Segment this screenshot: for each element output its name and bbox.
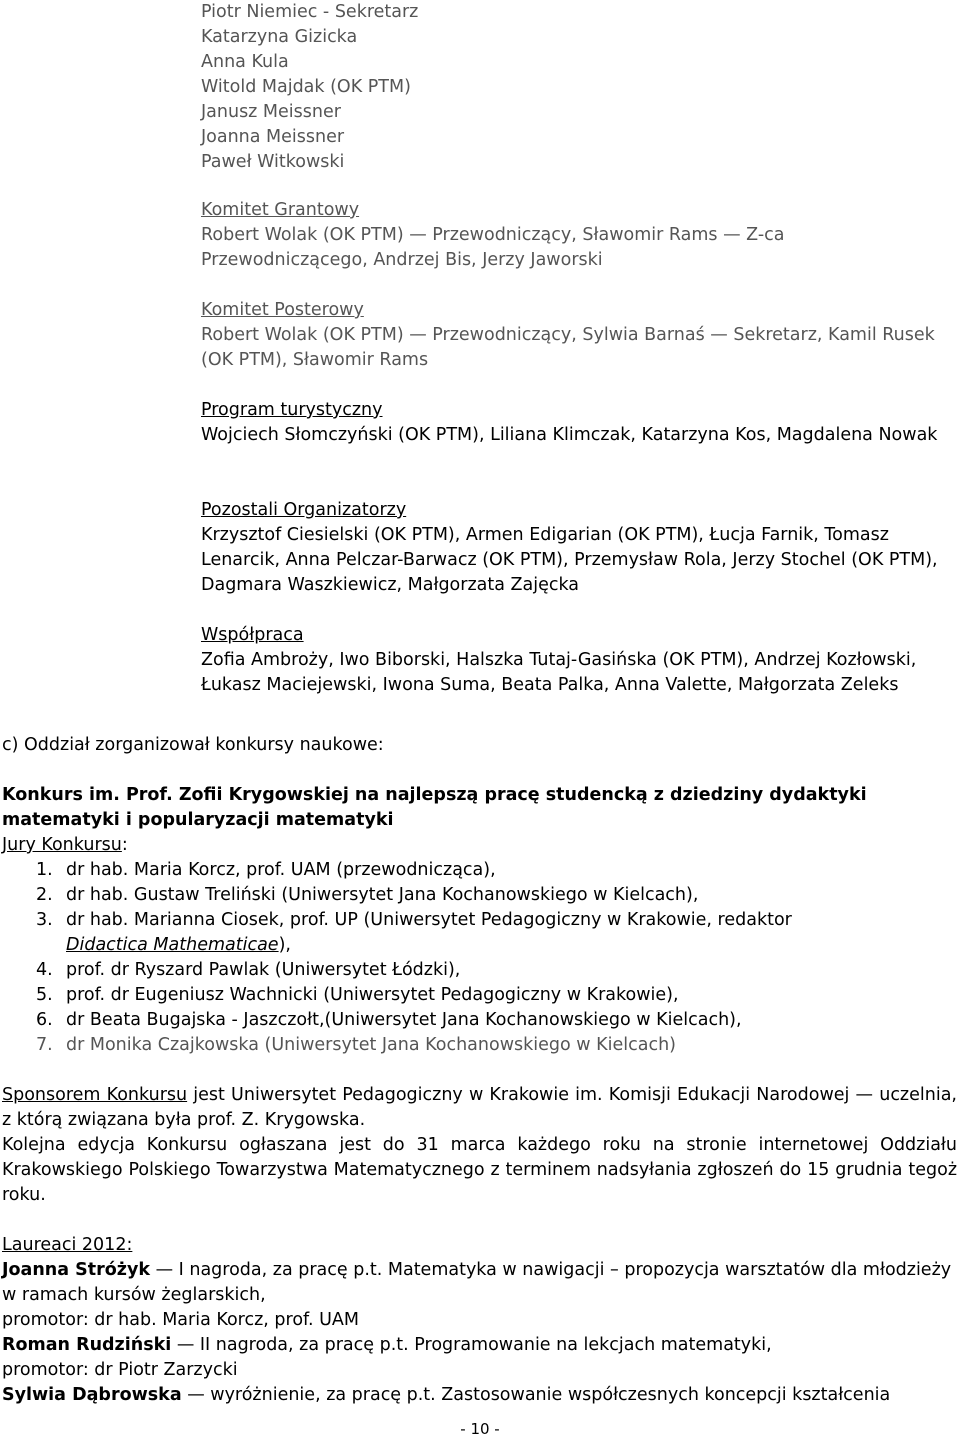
jury-item: 3. dr hab. Marianna Ciosek, prof. UP (Uniwersytet Pedagogiczny w Krakowie, redaktor Didactica Mathematicae),: [36, 910, 792, 955]
member: Anna Kula: [201, 52, 289, 72]
contest-title: Konkurs im. Prof. Zofii Krygowskiej na najlepszą pracę studencką z dziedziny dydaktyki matematyki i popularyzacji matematyki: [2, 785, 867, 830]
sponsor-paragraph: [2, 1083, 957, 1133]
member: Joanna Meissner: [201, 127, 345, 147]
poster-committee: [201, 298, 956, 373]
tourism-text: Wojciech Słomczyński (OK PTM), Liliana Klimczak, Katarzyna Kos, Magdalena Nowak: [201, 425, 938, 445]
member: Piotr Niemiec - Sekretarz: [201, 2, 419, 22]
other-organizers: [201, 498, 956, 598]
contest-section: [2, 783, 957, 1058]
others-heading: Pozostali Organizatorzy: [201, 500, 407, 520]
next-edition-paragraph: Kolejna edycja Konkursu ogłaszana jest do 31 marca każdego roku na stronie internetowej Oddziału Krakowskiego Polskiego Towarzystwa Matematycznego z terminem nadsyłania zgłoszeń do 15 grudnia tegoż roku.: [2, 1135, 957, 1205]
grant-committee: [201, 198, 956, 273]
laureate-promoter: promotor: dr hab. Maria Korcz, prof. UAM: [2, 1310, 359, 1330]
others-text: Krzysztof Ciesielski (OK PTM), Armen Edigarian (OK PTM), Łucja Farnik, Tomasz Lenarcik, Anna Pelczar-Barwacz (OK PTM), Przemysław Rola, Jerzy Stochel (OK PTM), Dagmara Waszkiewicz, Małgorzata Zajęcka: [201, 525, 938, 595]
laureate-promoter: promotor: dr Piotr Zarzycki: [2, 1360, 238, 1380]
jury-item: 5. prof. dr Eugeniusz Wachnicki (Uniwersytet Pedagogiczny w Krakowie),: [36, 985, 679, 1005]
jury-item: 1. dr hab. Maria Korcz, prof. UAM (przewodnicząca),: [36, 860, 496, 880]
cooperation-heading: Współpraca: [201, 625, 304, 645]
jury-item: 7. dr Monika Czajkowska (Uniwersytet Jana Kochanowskiego w Kielcach): [36, 1035, 676, 1055]
cooperation: [201, 623, 956, 698]
jury-item: 2. dr hab. Gustaw Treliński (Uniwersytet Jana Kochanowskiego w Kielcach),: [36, 885, 699, 905]
jury-item: 6. dr Beata Bugajska - Jaszczołt,(Uniwersytet Jana Kochanowskiego w Kielcach),: [36, 1010, 742, 1030]
jury-list: [2, 858, 957, 1058]
member: Janusz Meissner: [201, 102, 341, 122]
laureate: Roman Rudziński — II nagroda, za pracę p.t. Programowanie na lekcjach matematyki,: [2, 1335, 772, 1355]
jury-label: Jury Konkursu: [2, 835, 122, 855]
tourism-heading: Program turystyczny: [201, 400, 383, 420]
member: Paweł Witkowski: [201, 152, 345, 172]
journal-title: Didactica Mathematicae: [66, 935, 279, 955]
sponsor-label: Sponsorem Konkursu: [2, 1085, 188, 1105]
poster-text: Robert Wolak (OK PTM) — Przewodniczący, Sylwia Barnaś — Sekretarz, Kamil Rusek (OK PTM), Sławomir Rams: [201, 325, 935, 370]
member: Katarzyna Gizicka: [201, 27, 358, 47]
section-c-heading: c) Oddział zorganizował konkursy naukowe:: [2, 735, 384, 755]
cooperation-text: Zofia Ambroży, Iwo Biborski, Halszka Tutaj-Gasińska (OK PTM), Andrzej Kozłowski, Łukasz Maciejewski, Iwona Suma, Beata Palka, Anna Valette, Małgorzata Zeleks: [201, 650, 917, 695]
laureate: Joanna Stróżyk — I nagroda, za pracę p.t. Matematyka w nawigacji – propozycja warsztatów dla młodzieży w ramach kursów żeglarskich,: [2, 1260, 952, 1305]
laureates-section: [2, 1233, 957, 1408]
tourism-program: [201, 398, 956, 448]
laureates-label: Laureaci 2012:: [2, 1235, 133, 1255]
grant-text: Robert Wolak (OK PTM) — Przewodniczący, Sławomir Rams — Z-ca Przewodniczącego, Andrzej Bis, Jerzy Jaworski: [201, 225, 785, 270]
jury-item: 4. prof. dr Ryszard Pawlak (Uniwersytet Łódzki),: [36, 960, 461, 980]
poster-heading: Komitet Posterowy: [201, 300, 364, 320]
page-number: - 10 -: [460, 1420, 500, 1438]
member: Witold Majdak (OK PTM): [201, 77, 411, 97]
committee-members: [201, 0, 956, 175]
jury-label-line: Jury Konkursu:: [2, 835, 128, 855]
laureate: Sylwia Dąbrowska — wyróżnienie, za pracę p.t. Zastosowanie współczesnych koncepcji kształcenia: [2, 1385, 891, 1405]
sponsor-text: jest Uniwersytet Pedagogiczny w Krakowie im. Komisji Edukacji Narodowej — uczelnia, z którą związana była prof. Z. Krygowska.: [2, 1085, 957, 1130]
grant-heading: Komitet Grantowy: [201, 200, 360, 220]
